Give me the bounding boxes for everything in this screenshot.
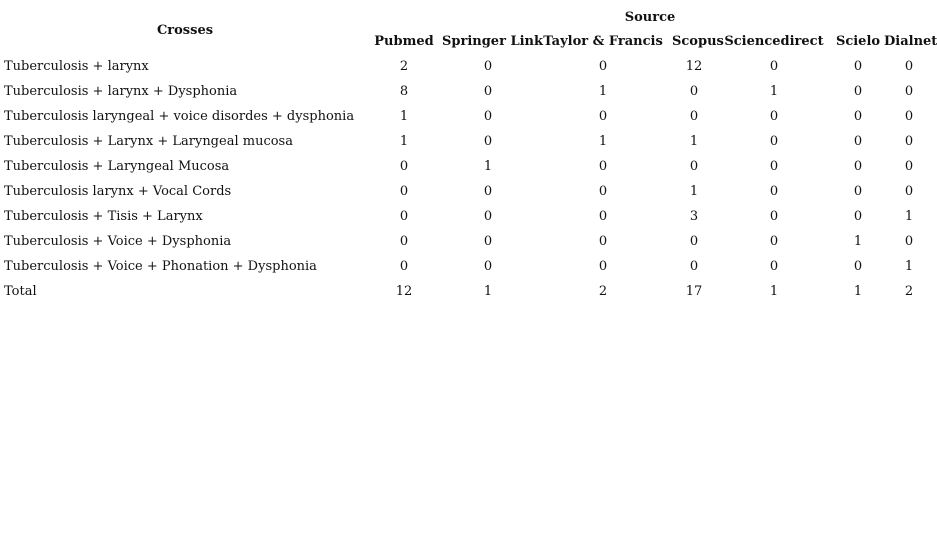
cross-label: Tuberculosis + larynx xyxy=(4,59,149,74)
count-cell-pubmed: 1 xyxy=(399,109,409,124)
table-row xyxy=(4,79,934,104)
count-cell-pubmed: 0 xyxy=(399,209,409,224)
count-cell-scopus: 3 xyxy=(689,209,699,224)
source-group-header: Source xyxy=(624,9,676,25)
count-cell-scielo: 0 xyxy=(853,84,863,99)
count-cell-scopus: 0 xyxy=(689,259,699,274)
total-cell-sciencedirect: 1 xyxy=(769,284,779,299)
count-cell-taylor-francis: 0 xyxy=(598,259,608,274)
count-cell-pubmed: 0 xyxy=(399,259,409,274)
table-row xyxy=(4,104,934,129)
header-row-group xyxy=(4,6,934,28)
cross-label: Tuberculosis + Voice + Phonation + Dysphonia xyxy=(4,259,317,274)
column-header-sciencedirect: Sciencedirect xyxy=(724,33,824,49)
count-cell-sciencedirect: 1 xyxy=(769,84,779,99)
count-cell-scielo: 0 xyxy=(853,109,863,124)
total-cell-taylor-francis: 2 xyxy=(598,284,608,299)
count-cell-scielo: 0 xyxy=(853,209,863,224)
total-cell-dialnet: 2 xyxy=(904,284,914,299)
count-cell-taylor-francis: 0 xyxy=(598,159,608,174)
count-cell-springer-link: 0 xyxy=(483,59,493,74)
column-header-springer-link: Springer Link xyxy=(442,33,543,49)
count-cell-springer-link: 0 xyxy=(483,109,493,124)
column-header-pubmed: Pubmed xyxy=(374,33,434,49)
count-cell-springer-link: 0 xyxy=(483,184,493,199)
count-cell-sciencedirect: 0 xyxy=(769,234,779,249)
count-cell-springer-link: 0 xyxy=(483,84,493,99)
count-cell-pubmed: 2 xyxy=(399,59,409,74)
count-cell-sciencedirect: 0 xyxy=(769,109,779,124)
cross-label: Tuberculosis + larynx + Dysphonia xyxy=(4,84,238,99)
count-cell-springer-link: 0 xyxy=(483,234,493,249)
count-cell-scielo: 0 xyxy=(853,59,863,74)
table-body xyxy=(4,54,934,304)
count-cell-sciencedirect: 0 xyxy=(769,209,779,224)
count-cell-scielo: 0 xyxy=(853,159,863,174)
count-cell-dialnet: 0 xyxy=(904,184,914,199)
count-cell-scielo: 0 xyxy=(853,259,863,274)
total-cell-springer-link: 1 xyxy=(483,284,493,299)
total-row xyxy=(4,279,934,304)
count-cell-dialnet: 1 xyxy=(904,209,914,224)
count-cell-taylor-francis: 0 xyxy=(598,234,608,249)
cross-label: Tuberculosis larynx + Vocal Cords xyxy=(4,184,232,199)
count-cell-sciencedirect: 0 xyxy=(769,259,779,274)
count-cell-pubmed: 0 xyxy=(399,234,409,249)
column-header-taylor-francis: Taylor & Francis xyxy=(543,33,663,49)
table-row xyxy=(4,254,934,279)
cross-label: Tuberculosis + Tisis + Larynx xyxy=(4,209,203,224)
table-row xyxy=(4,154,934,179)
column-header-scopus: Scopus xyxy=(672,33,724,49)
count-cell-sciencedirect: 0 xyxy=(769,59,779,74)
count-cell-taylor-francis: 1 xyxy=(598,84,608,99)
count-cell-taylor-francis: 0 xyxy=(598,59,608,74)
total-label: Total xyxy=(4,284,37,299)
count-cell-springer-link: 0 xyxy=(483,259,493,274)
count-cell-dialnet: 0 xyxy=(904,109,914,124)
count-cell-sciencedirect: 0 xyxy=(769,159,779,174)
count-cell-dialnet: 0 xyxy=(904,234,914,249)
count-cell-taylor-francis: 1 xyxy=(598,134,608,149)
cross-label: Tuberculosis + Larynx + Laryngeal mucosa xyxy=(4,134,293,149)
count-cell-scielo: 0 xyxy=(853,184,863,199)
count-cell-taylor-francis: 0 xyxy=(598,209,608,224)
count-cell-scopus: 1 xyxy=(689,184,699,199)
count-cell-scopus: 0 xyxy=(689,234,699,249)
count-cell-pubmed: 8 xyxy=(399,84,409,99)
column-header-dialnet: Dialnet xyxy=(884,33,937,49)
count-cell-dialnet: 0 xyxy=(904,59,914,74)
cross-label: Tuberculosis + Laryngeal Mucosa xyxy=(4,159,230,174)
count-cell-taylor-francis: 0 xyxy=(598,184,608,199)
search-results-table xyxy=(4,6,937,304)
crosses-header: Crosses xyxy=(156,22,214,38)
cross-label: Tuberculosis laryngeal + voice disordes + dysphonia xyxy=(4,109,355,124)
total-cell-pubmed: 12 xyxy=(395,284,413,299)
count-cell-scopus: 0 xyxy=(689,159,699,174)
count-cell-scopus: 0 xyxy=(689,109,699,124)
count-cell-sciencedirect: 0 xyxy=(769,134,779,149)
count-cell-taylor-francis: 0 xyxy=(598,109,608,124)
count-cell-dialnet: 1 xyxy=(904,259,914,274)
count-cell-springer-link: 1 xyxy=(483,159,493,174)
count-cell-pubmed: 0 xyxy=(399,159,409,174)
count-cell-scopus: 1 xyxy=(689,134,699,149)
count-cell-sciencedirect: 0 xyxy=(769,184,779,199)
count-cell-dialnet: 0 xyxy=(904,134,914,149)
cross-label: Tuberculosis + Voice + Dysphonia xyxy=(4,234,232,249)
total-cell-scielo: 1 xyxy=(853,284,863,299)
count-cell-pubmed: 1 xyxy=(399,134,409,149)
table-row xyxy=(4,129,934,154)
count-cell-dialnet: 0 xyxy=(904,84,914,99)
count-cell-scopus: 0 xyxy=(689,84,699,99)
column-header-scielo: Scielo xyxy=(835,33,881,49)
total-cell-scopus: 17 xyxy=(685,284,703,299)
count-cell-scopus: 12 xyxy=(685,59,703,74)
table-row xyxy=(4,229,934,254)
count-cell-springer-link: 0 xyxy=(483,209,493,224)
count-cell-springer-link: 0 xyxy=(483,134,493,149)
count-cell-dialnet: 0 xyxy=(904,159,914,174)
count-cell-pubmed: 0 xyxy=(399,184,409,199)
table-row xyxy=(4,54,934,79)
table-row xyxy=(4,179,934,204)
count-cell-scielo: 1 xyxy=(853,234,863,249)
count-cell-scielo: 0 xyxy=(853,134,863,149)
table-row xyxy=(4,204,934,229)
